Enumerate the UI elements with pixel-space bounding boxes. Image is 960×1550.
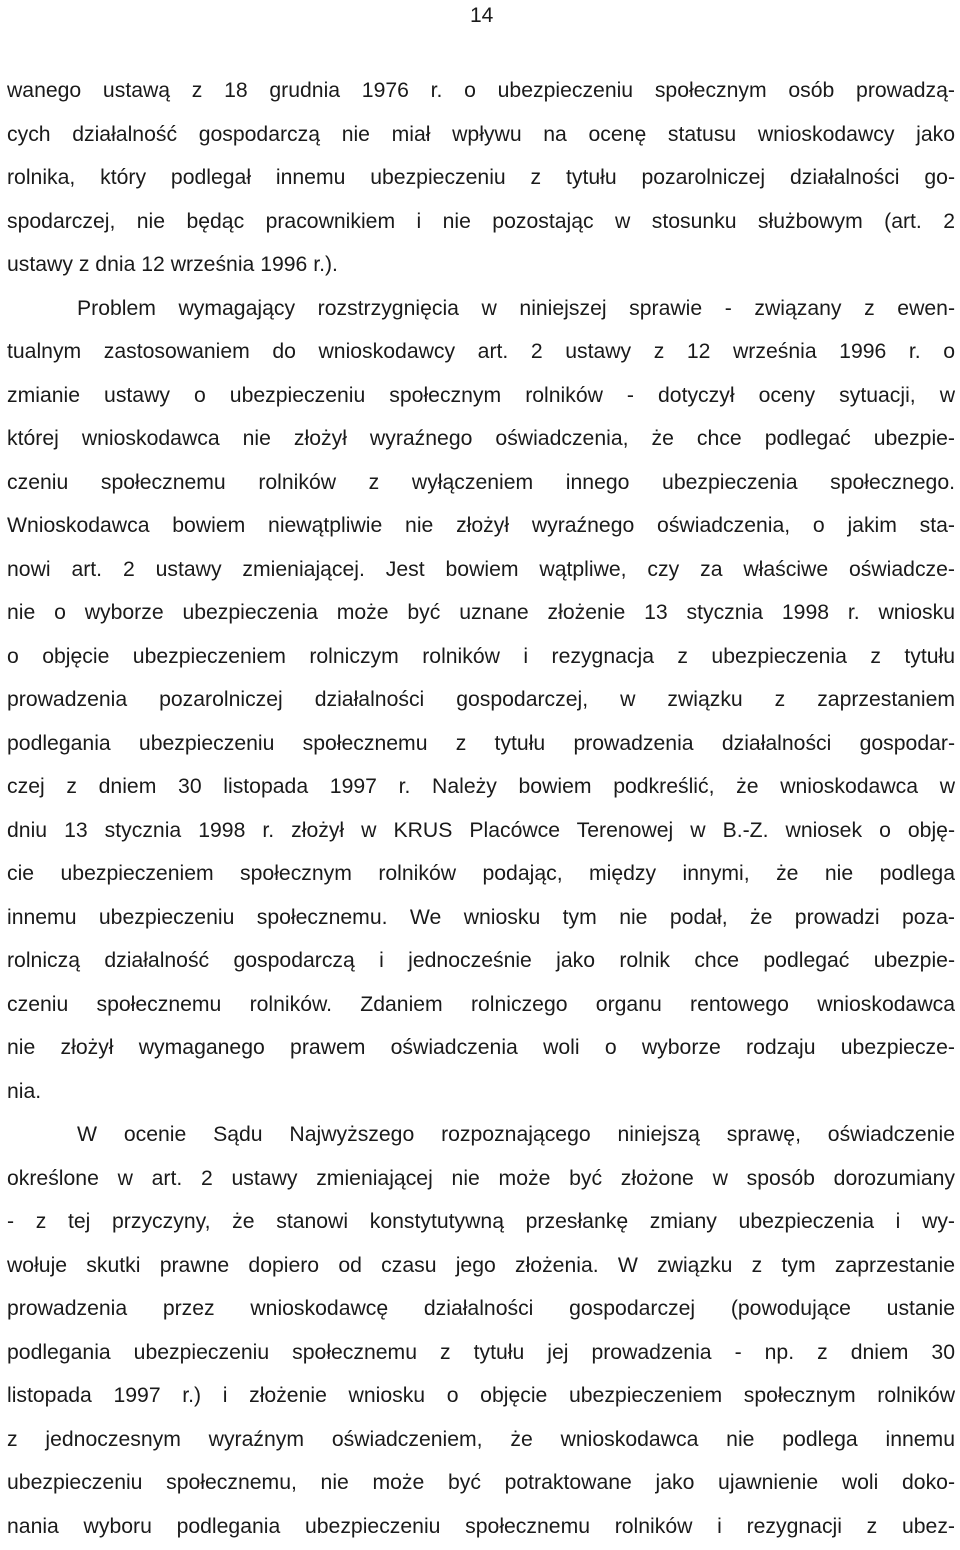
- text-line: nia.: [7, 1079, 42, 1103]
- paragraph-2: [7, 287, 955, 1114]
- text-line: podlegania ubezpieczeniu społecznemu z tytułu jej prowadzenia - np. z dniem 30: [7, 1340, 955, 1364]
- text-line: o objęcie ubezpieczeniem rolniczym rolników i rezygnacja z ubezpieczenia z tytułu: [7, 644, 955, 668]
- text-line: dniu 13 stycznia 1998 r. złożył w KRUS Placówce Terenowej w B.-Z. wniosek o obję-: [7, 818, 955, 842]
- text-line: czeniu społecznemu rolników. Zdaniem rolniczego organu rentowego wnioskodawca: [7, 992, 955, 1016]
- text-line: Problem wymagający rozstrzygnięcia w niniejszej sprawie - związany z ewen-: [77, 296, 955, 320]
- text-line: innemu ubezpieczeniu społecznemu. We wniosku tym nie podał, że prowadzi poza-: [7, 905, 955, 929]
- text-line: nie o wyborze ubezpieczenia może być uznane złożenie 13 stycznia 1998 r. wniosku: [7, 601, 955, 624]
- text-line: czeniu społecznemu rolników z wyłączeniem innego ubezpieczenia społecznego.: [7, 470, 955, 494]
- page-number: 14: [470, 4, 494, 27]
- text-line: cie ubezpieczeniem społecznym rolników podając, między innymi, że nie podlega: [7, 862, 955, 885]
- document-body: [7, 69, 955, 1548]
- paragraph-3: [7, 1113, 955, 1548]
- text-line: spodarczej, nie będąc pracownikiem i nie pozostając w stosunku służbowym (art. 2: [7, 209, 955, 233]
- text-line: nania wyboru podlegania ubezpieczeniu społecznemu rolników i rezygnacji z ubez-: [7, 1514, 955, 1538]
- text-line: wołuje skutki prawne dopiero od czasu jego złożenia. W związku z tym zaprzestanie: [7, 1253, 955, 1277]
- text-line: zmianie ustawy o ubezpieczeniu społecznym rolników - dotyczył oceny sytuacji, w: [7, 383, 955, 407]
- text-line: z jednoczesnym wyraźnym oświadczeniem, że wnioskodawca nie podlega innemu: [7, 1427, 955, 1451]
- text-line: rolniczą działalność gospodarczą i jednocześnie jako rolnik chce podlegać ubezpie-: [7, 949, 955, 972]
- text-line: prowadzenia przez wnioskodawcę działalności gospodarczej (powodujące ustanie: [7, 1297, 955, 1320]
- text-line: listopada 1997 r.) i złożenie wniosku o objęcie ubezpieczeniem społecznym rolników: [7, 1384, 955, 1407]
- text-line: podlegania ubezpieczeniu społecznemu z tytułu prowadzenia działalności gospodar-: [7, 731, 955, 755]
- text-line: prowadzenia pozarolniczej działalności gospodarczej, w związku z zaprzestaniem: [7, 688, 955, 711]
- text-line: nowi art. 2 ustawy zmieniającej. Jest bowiem wątpliwe, czy za właściwe oświadcze-: [7, 557, 955, 581]
- text-line: której wnioskodawca nie złożył wyraźnego oświadczenia, że chce podlegać ubezpie-: [7, 427, 955, 450]
- text-line: cych działalność gospodarczą nie miał wpływu na ocenę statusu wnioskodawcy jako: [7, 122, 955, 146]
- text-line: czej z dniem 30 listopada 1997 r. Należy bowiem podkreślić, że wnioskodawca w: [7, 775, 955, 798]
- text-line: W ocenie Sądu Najwyższego rozpoznającego niniejszą sprawę, oświadczenie: [77, 1123, 955, 1146]
- paragraph-1: [7, 69, 955, 287]
- text-line: ustawy z dnia 12 września 1996 r.).: [7, 253, 338, 276]
- text-line: nie złożył wymaganego prawem oświadczenia woli o wyborze rodzaju ubezpiecze-: [7, 1036, 955, 1059]
- text-line: rolnika, który podlegał innemu ubezpieczeniu z tytułu pozarolniczej działalności go-: [7, 166, 955, 189]
- text-line: tualnym zastosowaniem do wnioskodawcy art. 2 ustawy z 12 września 1996 r. o: [7, 340, 955, 363]
- text-line: ubezpieczeniu społecznemu, nie może być potraktowane jako ujawnienie woli doko-: [7, 1471, 955, 1494]
- text-line: wanego ustawą z 18 grudnia 1976 r. o ubezpieczeniu społecznym osób prowadzą-: [7, 79, 955, 102]
- text-line: - z tej przyczyny, że stanowi konstytutywną przesłankę zmiany ubezpieczenia i wy-: [7, 1210, 955, 1233]
- text-line: Wnioskodawca bowiem niewątpliwie nie złożył wyraźnego oświadczenia, o jakim sta-: [7, 514, 955, 537]
- text-line: określone w art. 2 ustawy zmieniającej nie może być złożone w sposób dorozumiany: [7, 1166, 955, 1190]
